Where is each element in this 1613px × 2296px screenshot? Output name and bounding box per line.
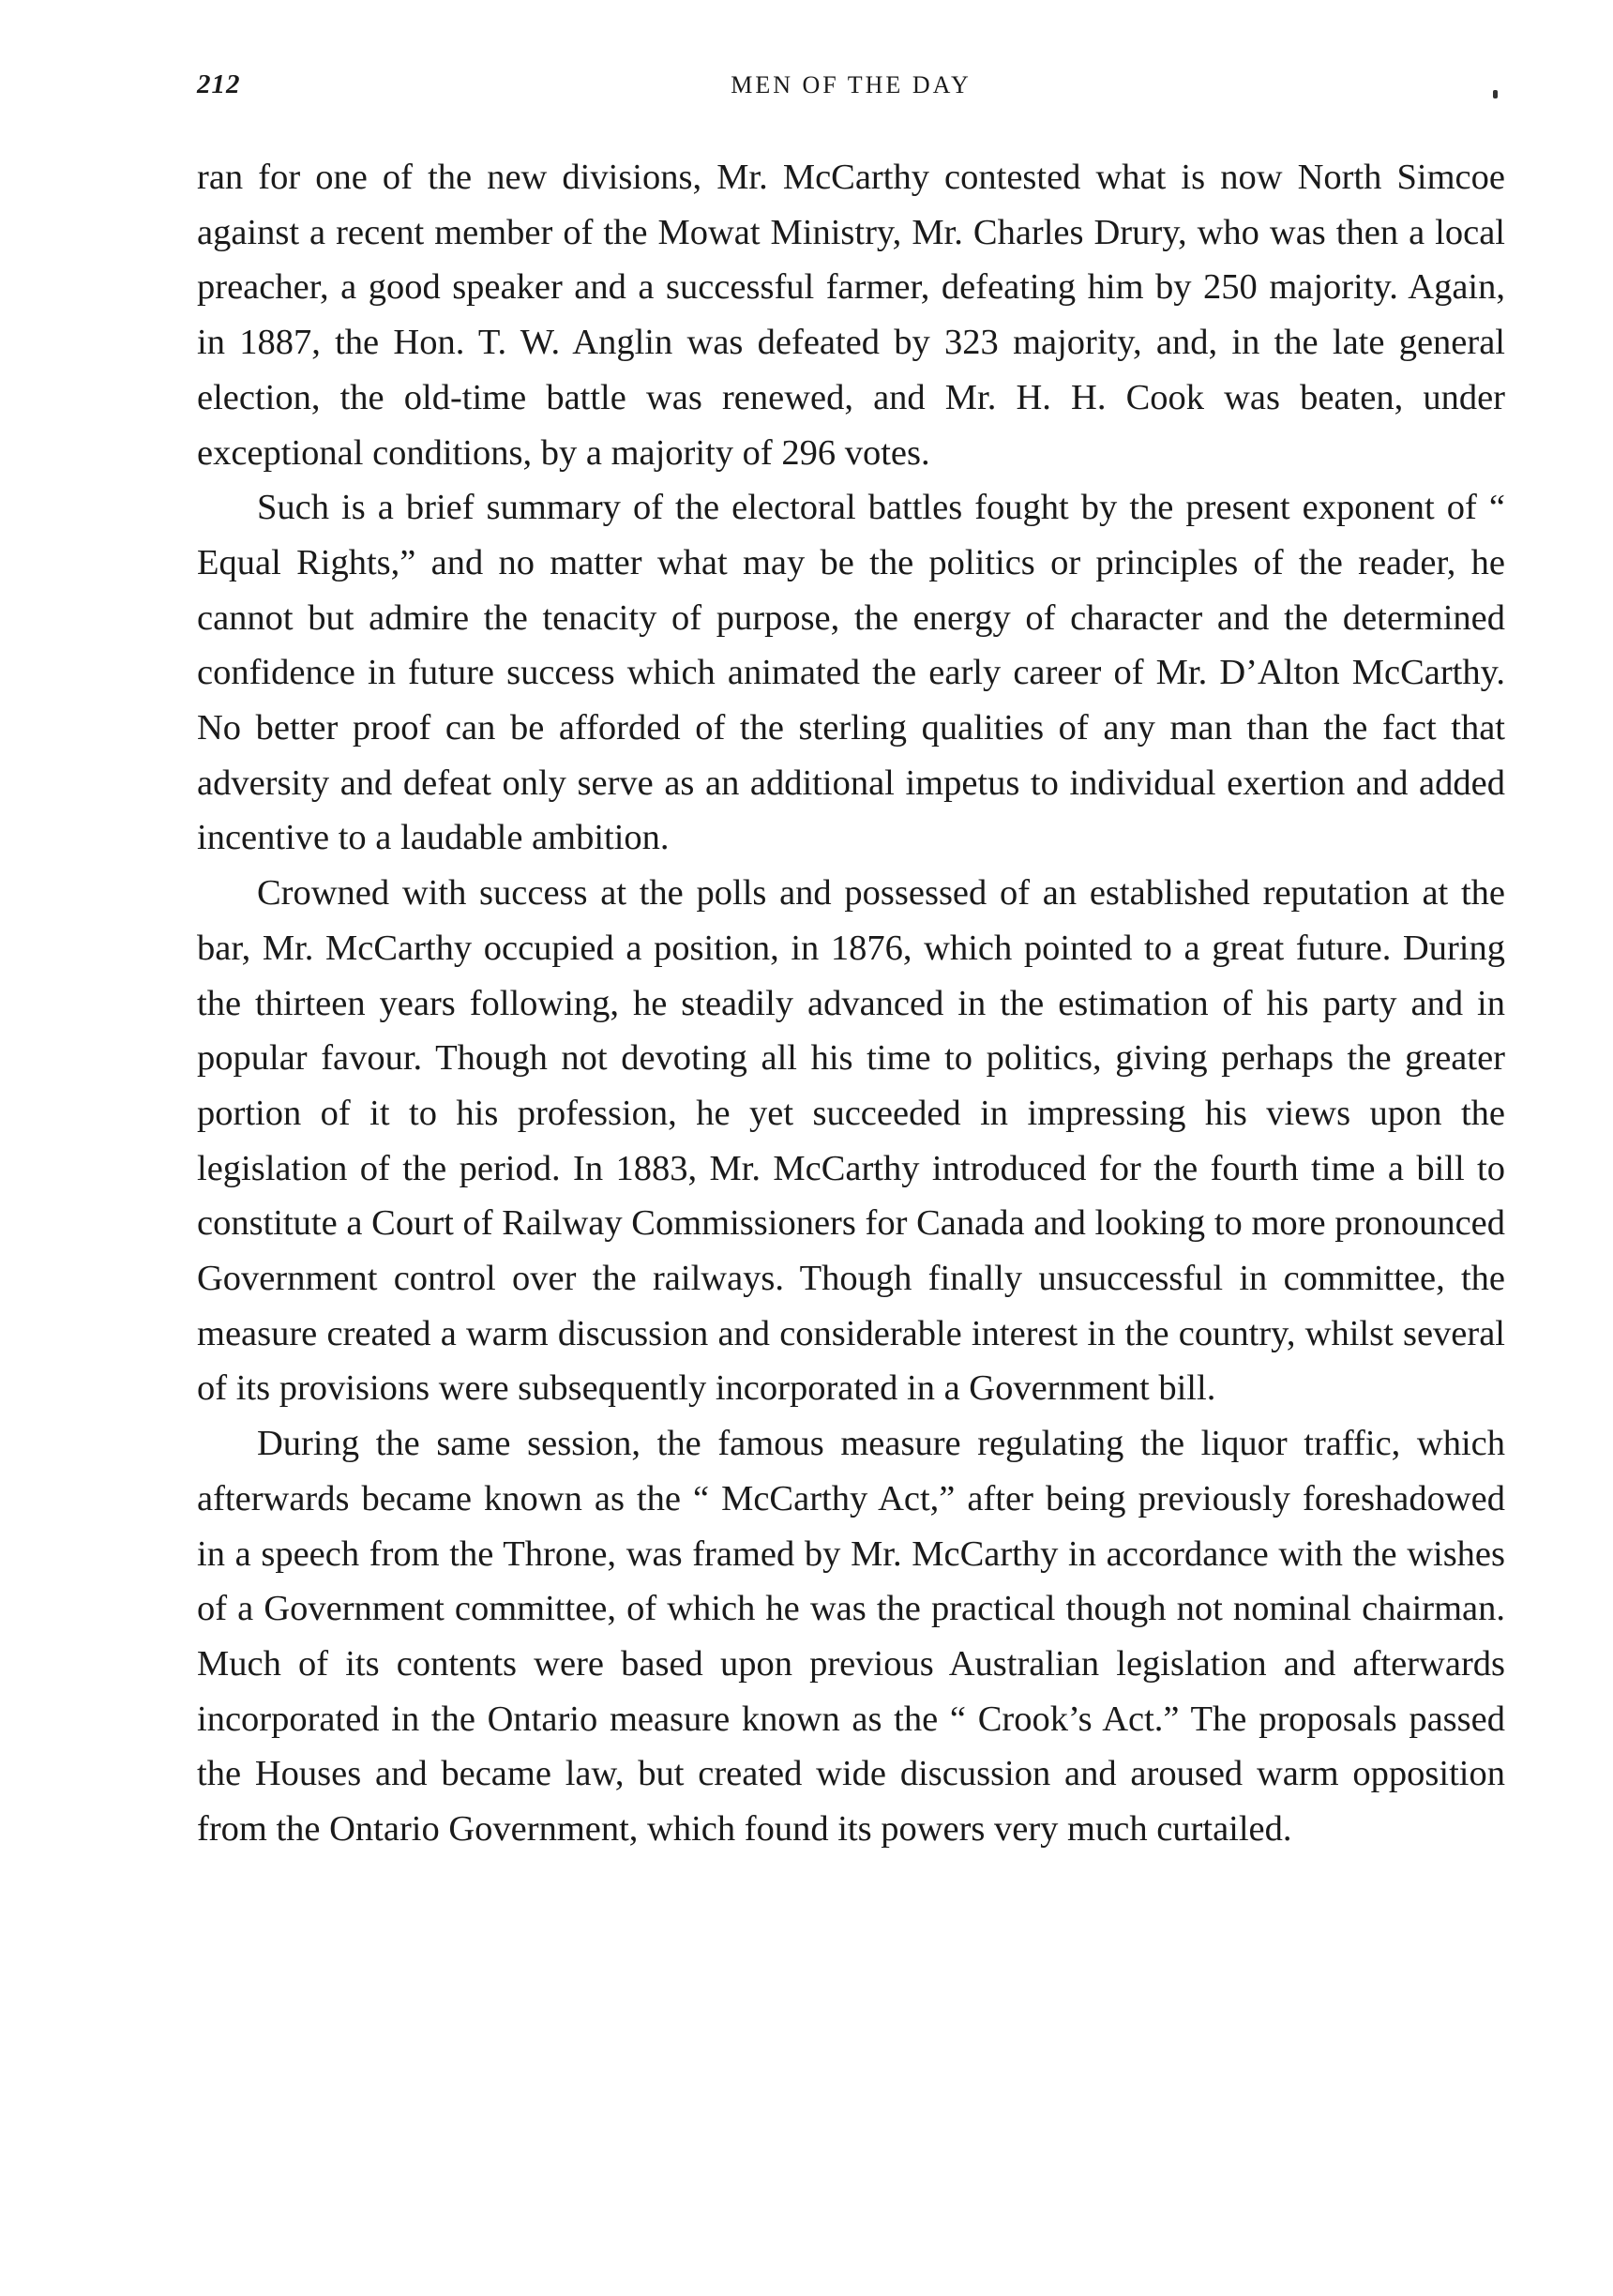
paragraph-4: During the same session, the famous measure regulating the liquor traffic, which afterwards became known as the “ McCarthy Act,” after being previously foreshadowed in a speech from the Throne, was framed by Mr. McCarthy in accordance with the wishes of a Government committee, of which he was the practical though not nominal chairman. Much of its contents were based upon previous Australian legislation and afterwards incorporated in the Ontario measure known as the “ Crook’s Act.” The proposals passed the Houses and became law, but created wide discussion and aroused warm opposition from the Ontario Government, which found its powers very much curtailed. [197, 1424, 1505, 1850]
page-header [197, 69, 1505, 116]
paragraph-3: Crowned with success at the polls and possessed of an established reputation at the bar, Mr. McCarthy occupied a position, in 1876, which pointed to a great future. During the thirteen years following, he steadily advanced in the estimation of his party and in popular favour. Though not devoting all his time to politics, giving perhaps the greater portion of it to his profession, he yet succeeded in impressing his views upon the legislation of the period. In 1883, Mr. McCarthy introduced for the fourth time a bill to constitute a Court of Railway Commissioners for Canada and looking to more pronounced Government control over the railways. Though finally unsuccessful in committee, the measure created a warm discussion and considerable interest in the country, whilst several of its provisions were subsequently incorporated in a Government bill. [197, 873, 1505, 1409]
running-head: MEN OF THE DAY [731, 71, 972, 98]
body-text [197, 150, 1505, 1857]
ink-speck [1493, 90, 1498, 98]
paragraph-1: ran for one of the new divisions, Mr. McCarthy contested what is now North Simcoe against a recent member of the Mowat Ministry, Mr. Charles Drury, who was then a local preacher, a good speaker and a successful farmer, defeating him by 250 majority. Again, in 1887, the Hon. T. W. Anglin was defeated by 323 majority, and, in the late general election, the old-time battle was renewed, and Mr. H. H. Cook was beaten, under exceptional conditions, by a majority of 296 votes. [197, 158, 1505, 473]
paragraph-2: Such is a brief summary of the electoral battles fought by the present exponent of “ Equal Rights,” and no matter what may be the politics or principles of the reader, he cannot but admire the tenacity of purpose, the energy of character and the determined confidence in future success which animated the early career of Mr. D’Alton McCarthy. No better proof can be afforded of the sterling qualities of any man than the fact that adversity and defeat only serve as an additional impetus to individual exertion and added incentive to a laudable ambition. [197, 488, 1505, 858]
page-number: 212 [197, 69, 241, 99]
